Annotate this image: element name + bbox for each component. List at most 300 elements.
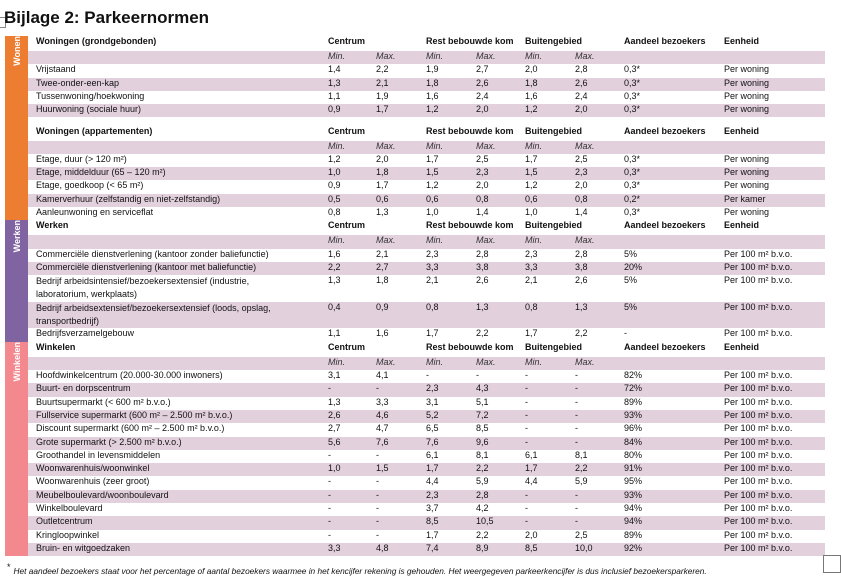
rest-min: 8,5: [426, 516, 439, 527]
eenheid: Per 100 m² b.v.o.: [724, 503, 793, 513]
rest-max: 2,8: [476, 248, 489, 259]
section-tab-wonen: [5, 36, 28, 220]
eenheid: Per 100 m² b.v.o.: [724, 261, 793, 272]
centrum-min: -: [328, 529, 331, 540]
min-max-label: Min.: [328, 140, 346, 151]
eenheid: Per woning: [724, 180, 770, 191]
rest-min: 1,6: [426, 90, 439, 101]
centrum-max: 1,6: [376, 328, 389, 339]
table-row: [28, 410, 825, 423]
rest-min: -: [426, 370, 429, 380]
aandeel-bezoekers: 0,2*: [624, 193, 641, 204]
aandeel-bezoekers: 92%: [624, 542, 643, 553]
rest-max: 1,4: [476, 207, 489, 217]
rest-max: 4,2: [476, 503, 489, 513]
rest-max: 2,7: [476, 64, 489, 75]
buiten-max: -: [575, 409, 578, 420]
parking-norms-table: [5, 36, 825, 556]
min-max-label: Max.: [376, 140, 396, 151]
centrum-max: 4,1: [376, 370, 389, 380]
buiten-min: 1,0: [525, 207, 538, 217]
min-max-label: Min.: [426, 140, 444, 151]
eenheid: Per 100 m² b.v.o.: [724, 423, 793, 434]
rest-min: 2,3: [426, 489, 439, 500]
category-heading: Werken: [36, 220, 69, 231]
rest-max: 8,9: [476, 542, 489, 553]
buiten-min: 2,0: [525, 529, 538, 540]
eenheid: Per 100 m² b.v.o.: [724, 396, 793, 407]
eenheid: Per 100 m² b.v.o.: [724, 529, 793, 540]
buiten-max: 2,2: [575, 463, 588, 474]
centrum-min: 0,8: [328, 207, 341, 217]
centrum-min: 1,6: [328, 248, 341, 259]
eenheid: Per 100 m² b.v.o.: [724, 301, 793, 312]
centrum-min: -: [328, 383, 331, 394]
page-corner-box: [823, 555, 841, 573]
min-max-label: Max.: [376, 235, 396, 246]
eenheid: Per woning: [724, 207, 770, 217]
min-max-label: Min.: [328, 356, 346, 367]
centrum-max: 1,8: [376, 275, 389, 286]
row-label: Commerciële dienstverlening (kantoor zonder baliefunctie): [36, 248, 269, 259]
buiten-max: -: [575, 370, 578, 380]
rest-min: 2,1: [426, 275, 439, 286]
column-heading: Rest bebouwde kom: [426, 341, 514, 352]
eenheid: Per woning: [724, 64, 770, 75]
buiten-min: 2,3: [525, 248, 538, 259]
row-label: Etage, duur (> 120 m²): [36, 153, 127, 164]
row-label: Buurtsupermarkt (< 600 m² b.v.o.): [36, 396, 171, 407]
section-tab-winkelen: [5, 342, 28, 557]
eenheid: Per 100 m² b.v.o.: [724, 383, 793, 394]
centrum-max: 0,6: [376, 193, 389, 204]
buiten-min: 4,4: [525, 476, 538, 487]
table-row: [28, 167, 825, 180]
centrum-min: 0,5: [328, 193, 341, 204]
centrum-min: 0,4: [328, 301, 341, 312]
column-heading: Aandeel bezoekers: [624, 36, 706, 46]
eenheid: Per 100 m² b.v.o.: [724, 449, 793, 460]
row-label: Discount supermarkt (600 m² – 2.500 m² b.v.o.): [36, 423, 225, 434]
rest-min: 1,7: [426, 328, 439, 339]
row-label: Meubelboulevard/woonboulevard: [36, 489, 169, 500]
column-heading: Eenheid: [724, 125, 760, 136]
aandeel-bezoekers: 95%: [624, 476, 643, 487]
rest-max: 0,8: [476, 193, 489, 204]
column-heading: Centrum: [328, 220, 366, 231]
centrum-max: -: [376, 503, 379, 513]
aandeel-bezoekers: 0,3*: [624, 207, 641, 217]
row-label: Bedrijf arbeidsextensief/bezoekersextensief (loods, opslag, transportbedrijf): [36, 302, 271, 326]
row-label: Buurt- en dorpscentrum: [36, 383, 131, 394]
centrum-max: 2,7: [376, 261, 389, 272]
centrum-max: -: [376, 516, 379, 527]
buiten-max: 2,2: [575, 328, 588, 339]
row-label: Aanleunwoning en serviceflat: [36, 207, 154, 217]
row-label: Tussenwoning/hoekwoning: [36, 90, 145, 101]
centrum-max: 2,1: [376, 77, 389, 88]
table-header-row: [28, 126, 825, 141]
min-max-label: Max.: [376, 356, 396, 367]
centrum-min: -: [328, 489, 331, 500]
rest-min: 7,6: [426, 436, 439, 447]
buiten-min: 2,0: [525, 64, 538, 75]
min-max-label: Min.: [525, 356, 543, 367]
table-row: [28, 275, 825, 302]
buiten-min: -: [525, 383, 528, 394]
min-max-label: Max.: [575, 51, 595, 61]
centrum-max: 4,6: [376, 409, 389, 420]
aandeel-bezoekers: 89%: [624, 529, 643, 540]
rest-max: 10,5: [476, 516, 494, 527]
rest-min: 3,1: [426, 396, 439, 407]
rest-min: 7,4: [426, 542, 439, 553]
rest-min: 1,7: [426, 463, 439, 474]
buiten-min: 1,2: [525, 104, 538, 115]
table-row: [28, 194, 825, 207]
table-row: [28, 383, 825, 396]
centrum-min: 0,9: [328, 104, 341, 115]
centrum-min: 1,0: [328, 463, 341, 474]
min-max-label: Min.: [426, 51, 444, 61]
rest-min: 5,2: [426, 409, 439, 420]
aandeel-bezoekers: 5%: [624, 248, 638, 259]
table-row: [28, 437, 825, 450]
row-label: Kringloopwinkel: [36, 529, 100, 540]
buiten-min: -: [525, 516, 528, 527]
min-max-label: Min.: [328, 235, 346, 246]
min-max-row: [28, 51, 825, 64]
buiten-max: -: [575, 423, 578, 434]
rest-min: 0,8: [426, 301, 439, 312]
centrum-max: 1,8: [376, 167, 389, 178]
section-label: Winkelen: [11, 341, 22, 382]
rest-min: 1,9: [426, 64, 439, 75]
rest-max: 2,3: [476, 167, 489, 178]
column-heading: Buitengebied: [525, 125, 583, 136]
rest-min: 3,3: [426, 261, 439, 272]
eenheid: Per 100 m² b.v.o.: [724, 476, 793, 487]
table-row: [28, 262, 825, 275]
eenheid: Per 100 m² b.v.o.: [724, 542, 793, 553]
column-heading: Aandeel bezoekers: [624, 125, 706, 136]
table-row: [28, 423, 825, 436]
centrum-max: 4,8: [376, 542, 389, 553]
column-heading: Rest bebouwde kom: [426, 125, 514, 136]
rest-max: 4,3: [476, 383, 489, 394]
rest-max: 8,1: [476, 449, 489, 460]
row-label: Bruin- en witgoedzaken: [36, 542, 131, 553]
eenheid: Per 100 m² b.v.o.: [724, 275, 793, 286]
buiten-max: 5,9: [575, 476, 588, 487]
rest-min: 6,5: [426, 423, 439, 434]
table-row: [28, 154, 825, 167]
aandeel-bezoekers: 94%: [624, 516, 643, 527]
column-heading: Aandeel bezoekers: [624, 220, 706, 231]
buiten-max: 10,0: [575, 542, 593, 553]
buiten-max: 3,8: [575, 261, 588, 272]
min-max-row: [28, 141, 825, 154]
rest-min: 3,7: [426, 503, 439, 513]
centrum-min: 1,0: [328, 167, 341, 178]
buiten-min: -: [525, 370, 528, 380]
min-max-label: Max.: [476, 356, 496, 367]
centrum-min: 1,3: [328, 77, 341, 88]
centrum-max: -: [376, 449, 379, 460]
rest-min: 6,1: [426, 449, 439, 460]
centrum-min: -: [328, 516, 331, 527]
buiten-min: 0,6: [525, 193, 538, 204]
eenheid: Per woning: [724, 167, 770, 178]
page-title: Bijlage 2: Parkeernormen: [4, 8, 210, 27]
buiten-min: 1,5: [525, 167, 538, 178]
eenheid: Per woning: [724, 153, 770, 164]
buiten-min: -: [525, 503, 528, 513]
buiten-min: 0,8: [525, 301, 538, 312]
buiten-min: 3,3: [525, 261, 538, 272]
column-heading: Centrum: [328, 36, 366, 46]
aandeel-bezoekers: 80%: [624, 449, 643, 460]
table-row: [28, 249, 825, 262]
buiten-min: 1,8: [525, 77, 538, 88]
rest-max: 2,0: [476, 104, 489, 115]
rest-max: 2,5: [476, 153, 489, 164]
row-label: Etage, middelduur (65 – 120 m²): [36, 167, 166, 178]
min-max-row: [28, 357, 825, 370]
centrum-max: 1,7: [376, 180, 389, 191]
buiten-min: -: [525, 409, 528, 420]
footnote: * Het aandeel bezoekers staat voor het percentage of aantal bezoekers waarmee in het kencijfer rekening is gehouden. Het weergegeven parkeerkencijfer is dus inclusief bezoekersparkeren.: [7, 562, 707, 576]
buiten-max: 2,3: [575, 167, 588, 178]
centrum-max: 1,9: [376, 90, 389, 101]
aandeel-bezoekers: 0,3*: [624, 77, 641, 88]
centrum-min: 2,2: [328, 261, 341, 272]
centrum-min: 3,3: [328, 542, 341, 553]
buiten-min: 1,6: [525, 90, 538, 101]
eenheid: Per woning: [724, 104, 770, 115]
centrum-min: 1,1: [328, 328, 341, 339]
min-max-label: Max.: [476, 51, 496, 61]
eenheid: Per 100 m² b.v.o.: [724, 489, 793, 500]
centrum-max: 2,1: [376, 248, 389, 259]
buiten-min: 1,7: [525, 153, 538, 164]
table-row: [28, 104, 825, 117]
rest-min: 1,5: [426, 167, 439, 178]
aandeel-bezoekers: 72%: [624, 383, 643, 394]
buiten-max: 2,4: [575, 90, 588, 101]
table-row: [28, 78, 825, 91]
rest-max: 7,2: [476, 409, 489, 420]
aandeel-bezoekers: 93%: [624, 409, 643, 420]
row-label: Outletcentrum: [36, 516, 93, 527]
centrum-min: 1,1: [328, 90, 341, 101]
rest-max: 1,3: [476, 301, 489, 312]
rest-max: 2,8: [476, 489, 489, 500]
table-row: [28, 91, 825, 104]
rest-max: 9,6: [476, 436, 489, 447]
eenheid: Per 100 m² b.v.o.: [724, 370, 793, 380]
row-label: Grote supermarkt (> 2.500 m² b.v.o.): [36, 436, 182, 447]
aandeel-bezoekers: 0,3*: [624, 64, 641, 75]
table-header-row: [28, 220, 825, 235]
column-heading: Eenheid: [724, 220, 760, 231]
aandeel-bezoekers: 0,3*: [624, 167, 641, 178]
aandeel-bezoekers: 0,3*: [624, 180, 641, 191]
min-max-label: Max.: [575, 235, 595, 246]
column-heading: Eenheid: [724, 341, 760, 352]
rest-min: 1,2: [426, 180, 439, 191]
column-heading: Eenheid: [724, 36, 760, 46]
rest-min: 2,3: [426, 383, 439, 394]
buiten-max: 1,3: [575, 301, 588, 312]
table-row: [28, 207, 825, 220]
table-row: [28, 370, 825, 383]
column-heading: Aandeel bezoekers: [624, 341, 706, 352]
aandeel-bezoekers: 93%: [624, 489, 643, 500]
buiten-min: 1,7: [525, 463, 538, 474]
rest-max: 2,4: [476, 90, 489, 101]
eenheid: Per 100 m² b.v.o.: [724, 436, 793, 447]
table-row: [28, 463, 825, 476]
rest-min: 1,8: [426, 77, 439, 88]
centrum-min: 3,1: [328, 370, 341, 380]
rest-max: 5,9: [476, 476, 489, 487]
column-heading: Buitengebied: [525, 36, 583, 46]
row-label: Fullservice supermarkt (600 m² – 2.500 m² b.v.o.): [36, 409, 233, 420]
aandeel-bezoekers: 0,3*: [624, 104, 641, 115]
section-label: Werken: [11, 220, 22, 253]
min-max-label: Min.: [328, 51, 346, 61]
eenheid: Per 100 m² b.v.o.: [724, 328, 793, 339]
aandeel-bezoekers: 5%: [624, 301, 638, 312]
buiten-min: 2,1: [525, 275, 538, 286]
centrum-max: -: [376, 489, 379, 500]
eenheid: Per woning: [724, 90, 770, 101]
rest-min: 0,6: [426, 193, 439, 204]
centrum-max: 1,5: [376, 463, 389, 474]
table-row: [28, 490, 825, 503]
aandeel-bezoekers: 0,3*: [624, 90, 641, 101]
centrum-max: 1,7: [376, 104, 389, 115]
centrum-max: 1,3: [376, 207, 389, 217]
min-max-label: Min.: [426, 235, 444, 246]
centrum-max: 4,7: [376, 423, 389, 434]
centrum-min: -: [328, 476, 331, 487]
aandeel-bezoekers: 5%: [624, 275, 638, 286]
min-max-label: Max.: [476, 235, 496, 246]
row-label: Woonwarenhuis (zeer groot): [36, 476, 150, 487]
buiten-max: 2,0: [575, 180, 588, 191]
row-label: Bedrijfsverzamelgebouw: [36, 328, 135, 339]
buiten-max: 8,1: [575, 449, 588, 460]
min-max-row: [28, 235, 825, 248]
centrum-min: 2,6: [328, 409, 341, 420]
centrum-min: 2,7: [328, 423, 341, 434]
table-row: [28, 180, 825, 193]
table-row: [28, 476, 825, 489]
column-heading: Rest bebouwde kom: [426, 36, 514, 46]
min-max-label: Max.: [575, 140, 595, 151]
min-max-label: Max.: [476, 140, 496, 151]
table-row: [28, 530, 825, 543]
min-max-label: Min.: [525, 235, 543, 246]
section-tab-werken: [5, 220, 28, 341]
centrum-min: -: [328, 449, 331, 460]
centrum-min: 1,4: [328, 64, 341, 75]
rest-min: 1,7: [426, 153, 439, 164]
buiten-max: 2,5: [575, 153, 588, 164]
rest-min: 1,0: [426, 207, 439, 217]
centrum-max: 0,9: [376, 301, 389, 312]
min-max-label: Min.: [525, 51, 543, 61]
rest-max: 2,0: [476, 180, 489, 191]
centrum-min: 1,3: [328, 275, 341, 286]
min-max-label: Min.: [426, 356, 444, 367]
buiten-max: 2,6: [575, 275, 588, 286]
aandeel-bezoekers: 91%: [624, 463, 643, 474]
rest-max: 8,5: [476, 423, 489, 434]
centrum-max: -: [376, 529, 379, 540]
row-label: Kamerverhuur (zelfstandig en niet-zelfstandig): [36, 193, 221, 204]
category-heading: Woningen (appartementen): [36, 125, 153, 136]
centrum-min: 5,6: [328, 436, 341, 447]
section-label: Wonen: [11, 36, 22, 66]
buiten-max: -: [575, 436, 578, 447]
centrum-max: -: [376, 383, 379, 394]
eenheid: Per 100 m² b.v.o.: [724, 409, 793, 420]
aandeel-bezoekers: 82%: [624, 370, 643, 380]
centrum-min: 1,3: [328, 396, 341, 407]
centrum-max: -: [376, 476, 379, 487]
row-label: Etage, goedkoop (< 65 m²): [36, 180, 144, 191]
centrum-max: 2,2: [376, 64, 389, 75]
buiten-max: -: [575, 516, 578, 527]
row-label: Winkelboulevard: [36, 503, 103, 513]
buiten-min: 1,2: [525, 180, 538, 191]
row-label: Vrijstaand: [36, 64, 76, 75]
row-label: Woonwarenhuis/woonwinkel: [36, 463, 150, 474]
aandeel-bezoekers: 84%: [624, 436, 643, 447]
rest-min: 1,2: [426, 104, 439, 115]
row-label: Huurwoning (sociale huur): [36, 104, 142, 115]
eenheid: Per woning: [724, 77, 770, 88]
rest-min: 4,4: [426, 476, 439, 487]
aandeel-bezoekers: 94%: [624, 503, 643, 513]
rest-max: 2,2: [476, 328, 489, 339]
centrum-min: -: [328, 503, 331, 513]
table-row: [28, 450, 825, 463]
buiten-max: 1,4: [575, 207, 588, 217]
buiten-min: -: [525, 396, 528, 407]
rest-max: 2,2: [476, 463, 489, 474]
rest-max: 2,2: [476, 529, 489, 540]
centrum-max: 3,3: [376, 396, 389, 407]
buiten-min: 6,1: [525, 449, 538, 460]
category-heading: Winkelen: [36, 341, 76, 352]
column-heading: Buitengebied: [525, 341, 583, 352]
aandeel-bezoekers: 20%: [624, 261, 643, 272]
aandeel-bezoekers: 0,3*: [624, 153, 641, 164]
buiten-max: 2,6: [575, 77, 588, 88]
min-max-label: Max.: [376, 51, 396, 61]
table-row: [28, 302, 825, 329]
buiten-min: -: [525, 489, 528, 500]
centrum-min: 1,2: [328, 153, 341, 164]
category-heading: Woningen (grondgebonden): [36, 36, 157, 46]
aandeel-bezoekers: -: [624, 328, 627, 339]
table-row: [28, 543, 825, 556]
buiten-min: 1,7: [525, 328, 538, 339]
